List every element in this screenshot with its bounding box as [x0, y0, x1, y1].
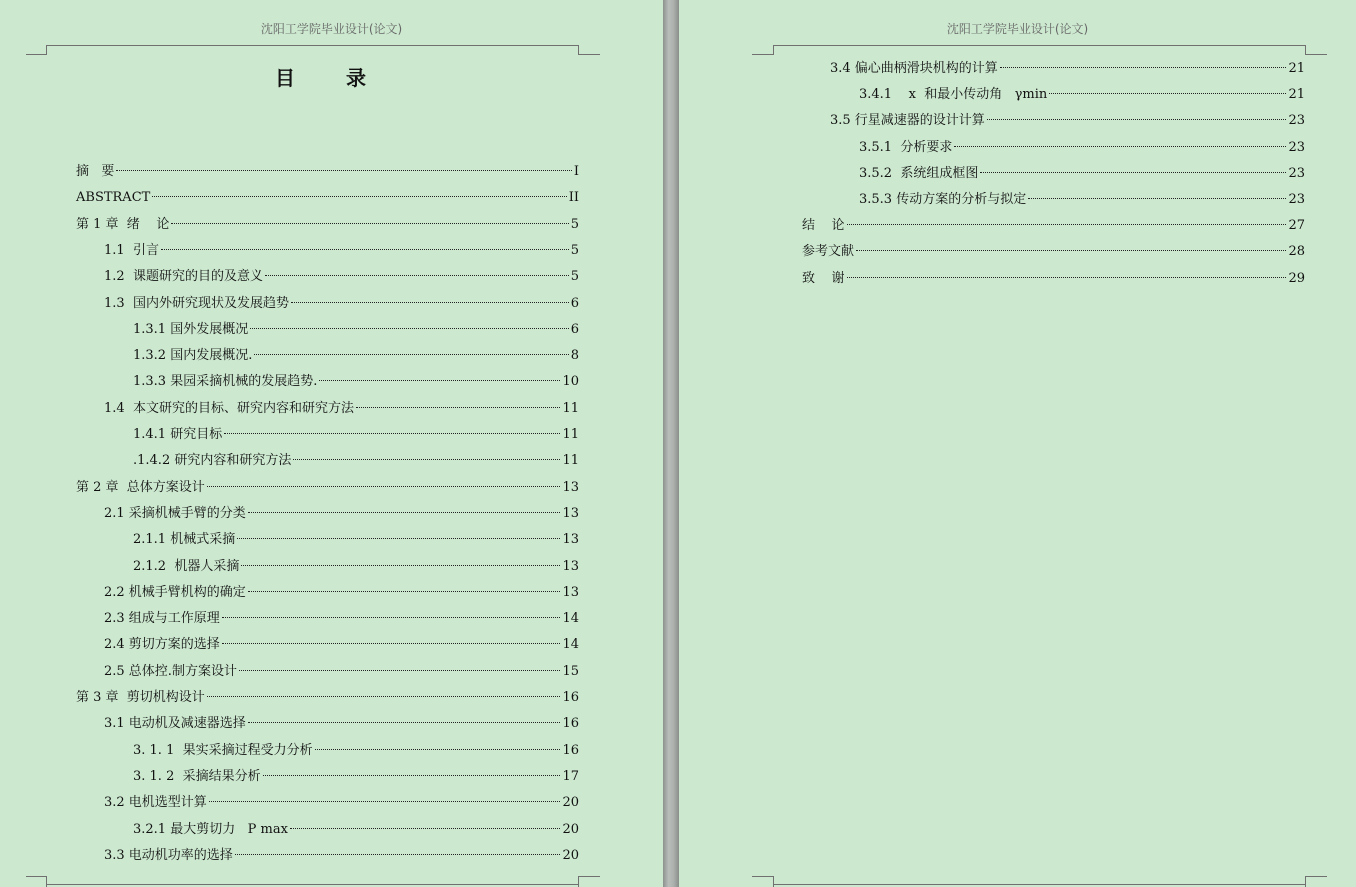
footer-rule [46, 884, 578, 885]
left-page [0, 0, 663, 887]
toc-leader-dots [237, 538, 560, 539]
toc-entry-label: 3.1 电动机及减速器选择 [104, 716, 246, 732]
toc-leader-dots [293, 459, 560, 460]
toc-leader-dots [1049, 93, 1286, 94]
toc-leader-dots [222, 643, 561, 644]
toc-entry[interactable] [104, 663, 579, 681]
toc-leader-dots [248, 722, 561, 723]
toc-entry-label: 2.3 组成与工作原理 [104, 611, 220, 627]
footer-rule [773, 884, 1305, 885]
toc-entry[interactable] [133, 768, 579, 786]
toc-entry-label: 3.4 偏心曲柄滑块机构的计算 [830, 61, 998, 76]
header-corner-left [773, 45, 774, 55]
toc-entry[interactable] [802, 243, 1305, 261]
footer-corner-right [578, 876, 579, 887]
toc-entry[interactable] [104, 794, 579, 812]
toc-entry-page: 13 [562, 558, 579, 574]
footer-rule-right-tick [578, 876, 600, 877]
toc-entry-label: 参考文献 [802, 244, 855, 260]
toc-entry-page: 13 [562, 584, 579, 600]
toc-leader-dots [856, 250, 1286, 251]
toc-entry-page: 13 [562, 479, 579, 495]
toc-entry-page: 13 [562, 505, 579, 521]
toc-entry-label: 3.5 行星减速器的设计计算 [830, 113, 985, 129]
toc-leader-dots [319, 380, 560, 381]
toc-entry-label: 1.3.2 国内发展概况. [133, 348, 253, 364]
toc-leader-dots [315, 749, 561, 750]
toc-entry-label: 1.4 本文研究的目标、研究内容和研究方法 [104, 400, 354, 416]
toc-leader-dots [209, 801, 561, 802]
footer-corner-left [46, 876, 47, 887]
toc-entry-label: ABSTRACT [76, 190, 151, 206]
toc-entry[interactable] [133, 347, 579, 365]
toc-entry-label: 1.2 课题研究的目的及意义 [104, 269, 263, 285]
toc-entry[interactable] [104, 715, 579, 733]
toc-entry[interactable] [76, 163, 579, 181]
toc-entry[interactable] [76, 689, 579, 707]
toc-entry-page: 16 [562, 742, 579, 758]
toc-entry[interactable] [133, 558, 579, 576]
header-rule [773, 45, 1305, 46]
page-divider [663, 0, 679, 887]
toc-entry-page: 5 [570, 269, 579, 285]
toc-entry-page: 11 [562, 400, 579, 416]
toc-leader-dots [152, 196, 566, 197]
toc-entry-page: 14 [562, 637, 579, 653]
toc-entry-page: 6 [570, 295, 579, 311]
toc-entry[interactable] [104, 584, 579, 602]
toc-entry-page: I [573, 164, 579, 179]
toc-entry-label: 1.3 国内外研究现状及发展趋势 [104, 295, 289, 311]
toc-entry-label: 3. 1. 2 采摘结果分析 [133, 768, 261, 784]
toc-entry-label: 2.5 总体控.制方案设计 [104, 663, 237, 679]
toc-leader-dots [263, 775, 561, 776]
header-rule-left-tick [26, 54, 46, 55]
toc-entry-label: 2.4 剪切方案的选择 [104, 637, 220, 653]
toc-entry[interactable] [802, 217, 1305, 235]
toc-leader-dots [241, 565, 560, 566]
toc-leader-dots [356, 407, 561, 408]
toc-entry-page: 23 [1288, 139, 1305, 155]
toc-leader-dots [1000, 67, 1287, 68]
toc-entry-label: 3.5.3 传动方案的分析与拟定 [859, 192, 1027, 207]
toc-entry-label: 3.3 电动机功率的选择 [104, 847, 233, 863]
toc-leader-dots [847, 277, 1287, 278]
toc-entry-page: 17 [562, 768, 579, 784]
page-title: 目 录 [275, 66, 388, 90]
toc-entry[interactable] [133, 452, 579, 470]
toc-entry-label: 3.4.1 x 和最小传动角 γmin [859, 87, 1048, 103]
toc-leader-dots [980, 172, 1286, 173]
toc-leader-dots [222, 617, 561, 618]
running-header: 沈阳工学院毕业设计(论文) [946, 22, 1089, 36]
header-rule-right-tick [1305, 54, 1327, 55]
toc-entry[interactable] [859, 139, 1305, 157]
toc-entry[interactable] [104, 847, 579, 865]
toc-leader-dots [116, 170, 571, 171]
toc-entry[interactable] [104, 400, 579, 418]
toc-entry-page: 27 [1288, 218, 1305, 234]
toc-entry[interactable] [830, 60, 1305, 78]
toc-entry[interactable] [76, 189, 579, 207]
toc-leader-dots [847, 224, 1287, 225]
toc-entry[interactable] [104, 242, 579, 260]
toc-leader-dots [954, 146, 1286, 147]
toc-entry-label: .1.4.2 研究内容和研究方法 [133, 453, 292, 469]
right-page [679, 0, 1356, 887]
toc-entry-label: 2.1 采摘机械手臂的分类 [104, 505, 246, 521]
toc-entry-page: 13 [562, 532, 579, 548]
toc-entry-page: 23 [1288, 113, 1305, 129]
toc-entry-page: 21 [1288, 61, 1305, 76]
toc-leader-dots [235, 854, 561, 855]
footer-rule-left-tick [26, 876, 46, 877]
toc-entry[interactable] [133, 821, 579, 839]
toc-entry-page: 8 [570, 348, 579, 364]
toc-entry-label: 摘 要 [76, 164, 115, 179]
toc-entry-page: 14 [562, 611, 579, 627]
toc-entry-label: 1.3.1 国外发展概况 [133, 321, 249, 337]
toc-entry-label: 3.2.1 最大剪切力 P max [133, 821, 288, 837]
toc-entry[interactable] [133, 373, 579, 391]
toc-entry[interactable] [104, 295, 579, 313]
toc-entry-page: 20 [562, 821, 579, 837]
toc-entry-label: 第 1 章 绪 论 [76, 216, 170, 232]
toc-leader-dots [161, 249, 569, 250]
toc-entry-page: 29 [1288, 270, 1305, 286]
running-header: 沈阳工学院毕业设计(论文) [260, 22, 403, 36]
footer-corner-left [773, 876, 774, 887]
toc-entry[interactable] [104, 636, 579, 654]
toc-entry[interactable] [104, 268, 579, 286]
toc-entry-page: 23 [1288, 192, 1305, 207]
toc-leader-dots [224, 433, 560, 434]
footer-rule-right-tick [1305, 876, 1327, 877]
toc-entry-page: 5 [570, 216, 579, 232]
toc-entry-label: 第 3 章 剪切机构设计 [76, 690, 205, 705]
toc-entry[interactable] [76, 216, 579, 234]
toc-entry-page: 20 [562, 795, 579, 811]
toc-entry[interactable] [133, 531, 579, 549]
toc-entry-page: 23 [1288, 165, 1305, 181]
toc-entry-label: 1.4.1 研究目标 [133, 427, 223, 442]
toc-entry-label: 3.5.1 分析要求 [859, 139, 953, 155]
toc-entry-page: 20 [562, 847, 579, 863]
toc-entry-page: 28 [1288, 244, 1305, 260]
toc-entry-label: 3.2 电机选型计算 [104, 795, 207, 811]
header-rule-left-tick [752, 54, 773, 55]
toc-leader-dots [207, 486, 561, 487]
toc-leader-dots [987, 119, 1287, 120]
toc-entry-page: 6 [570, 321, 579, 337]
toc-leader-dots [290, 828, 561, 829]
toc-leader-dots [171, 223, 568, 224]
toc-leader-dots [207, 696, 561, 697]
toc-entry[interactable] [76, 479, 579, 497]
toc-leader-dots [239, 670, 561, 671]
toc-leader-dots [248, 512, 561, 513]
toc-entry-page: 21 [1288, 87, 1305, 103]
toc-leader-dots [250, 328, 569, 329]
toc-entry-page: 11 [562, 427, 579, 442]
footer-rule-left-tick [752, 876, 773, 877]
toc-leader-dots [254, 354, 568, 355]
toc-leader-dots [291, 302, 569, 303]
toc-entry-label: 第 2 章 总体方案设计 [76, 479, 205, 495]
toc-entry-page: 10 [562, 374, 579, 390]
toc-entry-label: 2.1.2 机器人采摘 [133, 558, 240, 574]
toc-entry-page: 11 [562, 453, 579, 469]
toc-entry-page: 15 [562, 663, 579, 679]
toc-leader-dots [265, 275, 569, 276]
toc-entry-page: 5 [570, 242, 579, 258]
toc-entry-label: 致 谢 [802, 270, 845, 286]
toc-leader-dots [248, 591, 561, 592]
toc-entry-label: 1.3.3 果园采摘机械的发展趋势. [133, 374, 318, 390]
toc-entry[interactable] [133, 742, 579, 760]
toc-entry[interactable] [133, 321, 579, 339]
toc-entry-page: II [568, 190, 579, 206]
toc-entry[interactable] [104, 505, 579, 523]
header-corner-right [1305, 45, 1306, 55]
toc-entry-label: 3.5.2 系统组成框图 [859, 165, 979, 181]
toc-entry-label: 2.2 机械手臂机构的确定 [104, 584, 246, 600]
footer-corner-right [1305, 876, 1306, 887]
toc-entry-label: 3. 1. 1 果实采摘过程受力分析 [133, 742, 313, 758]
header-corner-left [46, 45, 47, 55]
toc-entry[interactable] [104, 610, 579, 628]
toc-entry[interactable] [830, 112, 1305, 130]
toc-leader-dots [1028, 198, 1286, 199]
toc-entry-page: 16 [562, 716, 579, 732]
header-corner-right [578, 45, 579, 55]
toc-entry[interactable] [133, 426, 579, 444]
toc-entry-label: 1.1 引言 [104, 242, 159, 258]
header-rule [46, 45, 578, 46]
toc-entry[interactable] [859, 86, 1305, 104]
toc-entry[interactable] [802, 270, 1305, 288]
toc-entry[interactable] [859, 165, 1305, 183]
header-rule-right-tick [578, 54, 600, 55]
toc-entry[interactable] [859, 191, 1305, 209]
toc-entry-page: 16 [562, 690, 579, 705]
toc-entry-label: 2.1.1 机械式采摘 [133, 532, 236, 548]
toc-entry-label: 结 论 [802, 218, 845, 234]
